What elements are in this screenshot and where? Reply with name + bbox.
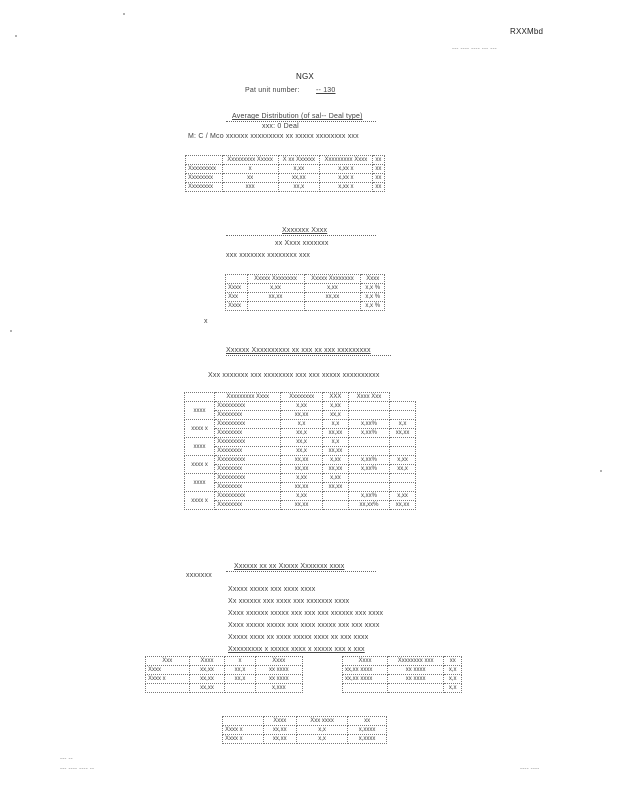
table-cell: Xxxxxxxxx	[215, 492, 281, 501]
table-cell: xx,x	[322, 411, 348, 420]
column-header: Xxx	[146, 657, 190, 666]
section3-heading: Xxxxxx Xxxxxxxxxx xx xxx xx xxx xxxxxxxxx	[226, 347, 371, 354]
scan-speck	[10, 330, 12, 332]
table-header-row	[343, 657, 462, 666]
section4-line-4: Xxxx xxxxx xxxxx xxx xxxx xxxxx xxx xxx xxxx	[228, 622, 380, 629]
summary-table-left	[145, 656, 303, 693]
column-header: xx	[372, 156, 384, 165]
table-row	[223, 726, 387, 735]
table-row	[343, 666, 462, 675]
table-cell: x,xx%	[348, 492, 389, 501]
section4-label: xxxxxxx	[186, 572, 212, 579]
table-row	[186, 174, 385, 183]
table-cell: Xxxxxxxxx	[215, 474, 281, 483]
table-cell: Xxxxxxxx	[186, 183, 223, 192]
table-cell: xx,xx	[304, 293, 361, 302]
section2-subtitle: xx Xxxx xxxxxxx	[275, 240, 329, 247]
table-cell	[390, 483, 416, 492]
table-cell: xx	[372, 174, 384, 183]
table-cell: xx,x	[278, 183, 319, 192]
table-cell: Xxxxxxxx	[215, 501, 281, 510]
group-label: xxxx x	[185, 492, 215, 510]
table-row	[185, 411, 416, 420]
table-cell	[322, 492, 348, 501]
table-cell: Xxxxxxxx	[215, 447, 281, 456]
section2-description: xxx xxxxxxx xxxxxxxx xxx	[226, 252, 311, 259]
section2-table	[225, 274, 385, 311]
table-cell	[348, 483, 389, 492]
table-cell: xx,xx	[189, 666, 225, 675]
column-header: Xxx xxxx	[296, 717, 347, 726]
column-header	[226, 275, 248, 284]
column-header: Xxxxx Xxxxxxxx	[304, 275, 361, 284]
column-header: Xxxx	[255, 657, 302, 666]
section2-divider	[226, 235, 376, 236]
table-row	[146, 675, 303, 684]
column-header: xx	[348, 717, 387, 726]
scan-speck	[123, 13, 125, 15]
table-cell: x,x	[281, 420, 323, 429]
table-cell: x,xx	[322, 474, 348, 483]
table-cell: xx,xx%	[348, 501, 389, 510]
table-cell	[348, 474, 389, 483]
table-cell: Xxxxxxxx	[215, 483, 281, 492]
table-header-row	[226, 275, 385, 284]
table-cell: x,xx	[281, 402, 323, 411]
table-cell: xx,x	[281, 447, 323, 456]
table-row	[146, 666, 303, 675]
footer-left-1: --- --	[60, 756, 73, 762]
section4-heading: Xxxxxx xx xx Xxxxx Xxxxxxx xxxx	[234, 563, 345, 570]
table-cell: x,x %	[361, 302, 385, 311]
scan-speck	[15, 35, 17, 37]
table-cell: xx,xx	[281, 501, 323, 510]
column-header: Xxxx	[263, 717, 296, 726]
table-cell: x,xx	[304, 284, 361, 293]
table-row	[343, 675, 462, 684]
table-row	[185, 420, 416, 429]
table-cell: Xxxx x	[146, 675, 190, 684]
table-cell	[304, 302, 361, 311]
scan-speck	[600, 470, 602, 472]
table-cell: xx	[372, 165, 384, 174]
column-header: Xxxx Xxx	[348, 393, 389, 402]
table-cell	[322, 501, 348, 510]
table-cell: xx,xx	[189, 675, 225, 684]
table-cell	[387, 684, 443, 693]
table-row	[185, 447, 416, 456]
table-cell: xx	[372, 183, 384, 192]
table-row	[185, 492, 416, 501]
section4-line-2: Xx xxxxxx xxx xxxx xxx xxxxxxx xxxx	[228, 598, 350, 605]
table-cell: Xxx	[226, 293, 248, 302]
table-cell: x,x	[322, 438, 348, 447]
section1-heading: Average Distribution (of sal-- Deal type)	[232, 113, 363, 120]
table-cell	[390, 438, 416, 447]
table-header-row	[223, 717, 387, 726]
table-cell: x,xx	[322, 456, 348, 465]
table-row	[185, 438, 416, 447]
table-cell: xx,xx	[263, 735, 296, 744]
table-cell	[348, 402, 389, 411]
table-cell: xx,xx	[322, 465, 348, 474]
column-header: Xxxxxxxx	[281, 393, 323, 402]
table-cell: xx,xx	[281, 465, 323, 474]
table-cell: xx,xx	[322, 447, 348, 456]
table-cell	[390, 411, 416, 420]
column-header: X xx Xxxxxx	[278, 156, 319, 165]
table-cell: x,xx	[281, 474, 323, 483]
table-row	[186, 165, 385, 174]
table-cell: xx	[222, 174, 278, 183]
table-cell: xx,x	[225, 675, 255, 684]
table-cell: xx,x	[281, 429, 323, 438]
table-row	[185, 474, 416, 483]
table-cell: x,xx	[322, 402, 348, 411]
table-cell: xx,xx	[390, 501, 416, 510]
table-row	[185, 456, 416, 465]
table-row	[186, 183, 385, 192]
table-cell: x,xx%	[348, 420, 389, 429]
table-row	[185, 501, 416, 510]
table-cell: x,x	[444, 675, 462, 684]
section3-table	[184, 392, 416, 510]
table-cell: x,xxxx	[348, 735, 387, 744]
column-header: Xxxxx Xxxxxxxx	[247, 275, 304, 284]
table-cell: x,x	[296, 735, 347, 744]
table-row	[343, 684, 462, 693]
table-header-row	[186, 156, 385, 165]
table-cell: xx xxxx	[255, 666, 302, 675]
table-cell	[146, 684, 190, 693]
column-header: Xxxxxxxxx Xxxx	[320, 156, 373, 165]
summary-table-bottom	[222, 716, 387, 744]
table-row	[185, 429, 416, 438]
table-cell	[343, 684, 388, 693]
table-cell: Xxxxxxxx	[215, 411, 281, 420]
footer-right: ---- ----	[520, 766, 540, 772]
group-label: xxxx	[185, 474, 215, 492]
column-header: xx	[444, 657, 462, 666]
table-row	[146, 684, 303, 693]
table-cell: Xxxx	[226, 284, 248, 293]
table-row	[226, 302, 385, 311]
table-cell: x,xx%	[348, 429, 389, 438]
unit-number-value: -- 130	[316, 87, 336, 94]
table-cell: x,xx x	[320, 183, 373, 192]
table-cell	[348, 447, 389, 456]
table-cell: x,xx x	[320, 174, 373, 183]
table-cell: xx,xx	[322, 483, 348, 492]
column-header: Xxxxxxxxx Xxxx	[215, 393, 281, 402]
table-cell: x,x	[296, 726, 347, 735]
table-cell: xx,xx	[263, 726, 296, 735]
table-cell: Xxxxxxxx	[186, 174, 223, 183]
table-cell: x,xxxx	[348, 726, 387, 735]
table-row	[226, 293, 385, 302]
table-cell: Xxxx x	[223, 726, 264, 735]
table-cell: Xxxxxxxxx	[215, 456, 281, 465]
table-cell	[225, 684, 255, 693]
table-row	[185, 402, 416, 411]
table-cell: xx,x	[390, 465, 416, 474]
table-cell: Xxxxxxxxx	[215, 438, 281, 447]
column-header	[223, 717, 264, 726]
section1-divider	[226, 121, 376, 122]
table-cell: x,xx	[247, 284, 304, 293]
column-header: Xxxx	[361, 275, 385, 284]
table-cell: Xxxxxxxxx	[186, 165, 223, 174]
group-label: xxxx x	[185, 456, 215, 474]
table-cell	[390, 474, 416, 483]
table-cell: xx xxxx	[387, 666, 443, 675]
document-title: NGX	[296, 72, 314, 81]
table-cell: xx,xx	[322, 429, 348, 438]
table-cell: x,x %	[361, 284, 385, 293]
table-cell: xxx	[222, 183, 278, 192]
table-cell: xx xxxx	[255, 675, 302, 684]
table-cell: x,xx	[278, 165, 319, 174]
table-cell: Xxxxxxxxx	[215, 402, 281, 411]
section4-line-6: Xxxxxxxxx x xxxxx xxxx x xxxxx xxx x xxx	[228, 646, 365, 653]
table-row	[223, 735, 387, 744]
column-header: x	[225, 657, 255, 666]
table-cell: Xxxxxxxx	[215, 429, 281, 438]
table-row	[185, 465, 416, 474]
section4-divider	[226, 571, 376, 572]
table-cell: x,xx	[390, 492, 416, 501]
unit-number-label: Pat unit number:	[245, 87, 300, 94]
table-cell: x,xx%	[348, 456, 389, 465]
table-row	[185, 483, 416, 492]
section3-description: Xxx xxxxxxx xxx xxxxxxxx xxx xxx xxxxx xxxxxxxxxx	[208, 372, 380, 379]
section4-line-1: Xxxxx xxxxx xxx xxxx xxxx	[228, 586, 316, 593]
column-header: Xxxx	[343, 657, 388, 666]
table-cell: x,xxx	[255, 684, 302, 693]
table-header-row	[185, 393, 416, 402]
table-header-row	[146, 657, 303, 666]
table-cell: x,x	[322, 420, 348, 429]
table-cell: x,x %	[361, 293, 385, 302]
footer-left-2: --- ---- ---- --	[60, 766, 95, 772]
group-label: xxxx	[185, 402, 215, 420]
table-cell: x,xx x	[320, 165, 373, 174]
table-cell: x,xx	[281, 492, 323, 501]
table-cell: xx,xx	[278, 174, 319, 183]
table-cell: x,x	[390, 420, 416, 429]
section2-marker: x	[204, 318, 208, 325]
table-cell: x,xx%	[348, 465, 389, 474]
table-cell: xx,xx	[281, 483, 323, 492]
table-cell: Xxxxxxxx	[215, 465, 281, 474]
table-cell: xx,xx xxxx	[343, 675, 388, 684]
table-cell	[390, 402, 416, 411]
table-cell: xx,xx	[247, 293, 304, 302]
column-header: Xxxx	[189, 657, 225, 666]
column-header: XXX	[322, 393, 348, 402]
section1-description: M: C / Mco xxxxxx xxxxxxxxx xx xxxxx xxxxxxxx xxx	[188, 133, 359, 140]
table-cell: Xxxx	[226, 302, 248, 311]
table-cell: xx,xx	[281, 456, 323, 465]
column-header: Xxxxxxxx xxx	[387, 657, 443, 666]
section2-heading: Xxxxxxx Xxxx	[282, 227, 328, 234]
section4-line-5: Xxxxx xxxx xx xxxx xxxxx xxxx xx xxx xxxx	[228, 634, 369, 641]
table-cell: Xxxxxxxxx	[215, 420, 281, 429]
table-cell: xx,xx xxxx	[343, 666, 388, 675]
table-cell: xx xxxx	[387, 675, 443, 684]
group-label: xxxx	[185, 438, 215, 456]
table-cell: xx,xx	[189, 684, 225, 693]
group-label: xxxx x	[185, 420, 215, 438]
table-cell: xx,xx	[390, 429, 416, 438]
table-cell: xx,xx	[281, 411, 323, 420]
section1-table	[185, 155, 385, 192]
section3-divider	[226, 355, 391, 356]
column-header: Xxxxxxxxx Xxxxx	[222, 156, 278, 165]
header-subline: --- ---- ---- --- ---	[452, 46, 497, 52]
table-cell: Xxxx x	[223, 735, 264, 744]
table-cell: x,x	[444, 684, 462, 693]
summary-table-right	[342, 656, 462, 693]
section4-line-3: Xxxx xxxxxx xxxxx xxx xxx xxx xxxxxx xxx xxxx	[228, 610, 384, 617]
table-cell: x	[222, 165, 278, 174]
table-row	[226, 284, 385, 293]
table-cell	[247, 302, 304, 311]
table-cell: xx,x	[225, 666, 255, 675]
column-header	[185, 393, 215, 402]
column-header	[186, 156, 223, 165]
section1-subtitle: xxx: 0 Deal	[262, 123, 299, 130]
table-cell: x,x	[444, 666, 462, 675]
table-cell: x,xx	[390, 456, 416, 465]
table-cell	[348, 438, 389, 447]
document-id: RXXMbd	[510, 27, 544, 36]
table-cell: xx,x	[281, 438, 323, 447]
table-cell: Xxxx	[146, 666, 190, 675]
table-cell	[390, 447, 416, 456]
table-cell	[348, 411, 389, 420]
